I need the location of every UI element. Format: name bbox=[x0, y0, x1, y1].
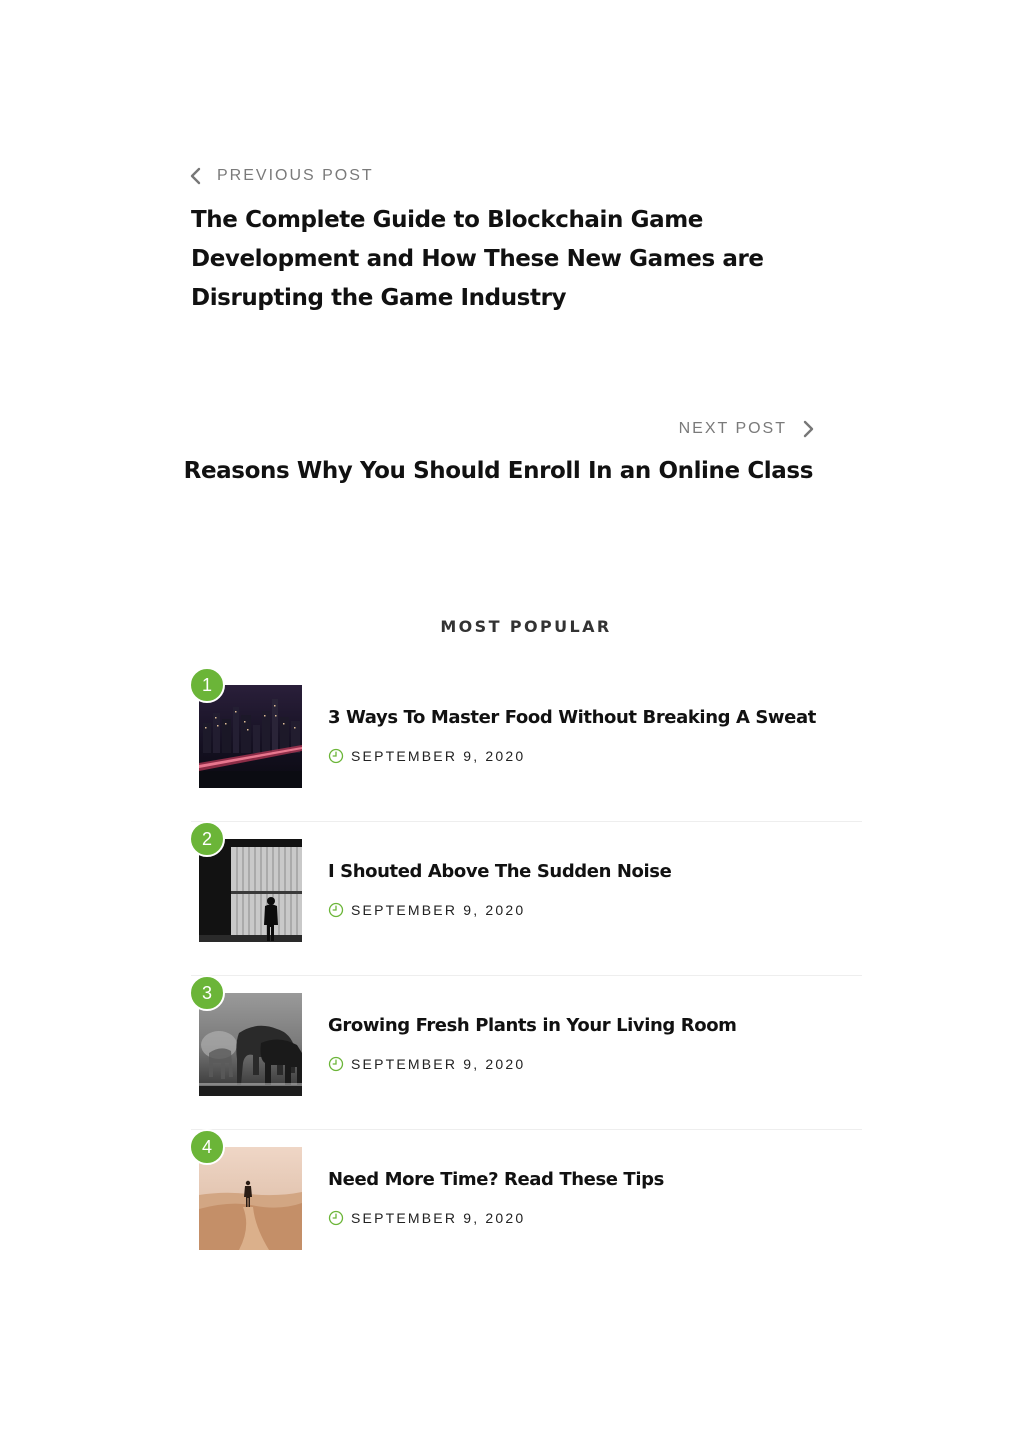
popular-item bbox=[191, 1130, 862, 1283]
previous-post-title[interactable]: The Complete Guide to Blockchain Game Development and How These New Games are Disrupting the Game Industry bbox=[191, 207, 764, 311]
popular-item-date: SEPTEMBER 9, 2020 bbox=[351, 902, 526, 918]
rank-badge: 4 bbox=[189, 1129, 225, 1165]
popular-item-title[interactable]: 3 Ways To Master Food Without Breaking A Sweat bbox=[328, 707, 816, 728]
popular-item-title[interactable]: I Shouted Above The Sudden Noise bbox=[328, 861, 672, 882]
popular-item-date: SEPTEMBER 9, 2020 bbox=[351, 1056, 526, 1072]
clock-icon bbox=[328, 902, 344, 918]
popular-item-body bbox=[328, 1166, 862, 1226]
next-post-title[interactable]: Reasons Why You Should Enroll In an Online Class bbox=[183, 458, 813, 484]
popular-item-title[interactable]: Growing Fresh Plants in Your Living Room bbox=[328, 1015, 737, 1036]
previous-post-label-row[interactable] bbox=[186, 163, 786, 189]
popular-item bbox=[191, 822, 862, 976]
next-post-label[interactable]: NEXT POST bbox=[678, 420, 787, 437]
next-post-label-row[interactable] bbox=[179, 416, 819, 442]
previous-post-nav[interactable] bbox=[186, 163, 786, 318]
most-popular-list bbox=[191, 668, 862, 1283]
popular-item bbox=[191, 668, 862, 822]
most-popular-heading: MOST POPULAR bbox=[440, 617, 612, 636]
popular-item-date: SEPTEMBER 9, 2020 bbox=[351, 1210, 526, 1226]
popular-item-title[interactable]: Need More Time? Read These Tips bbox=[328, 1169, 664, 1190]
popular-item-body bbox=[328, 858, 862, 918]
popular-item bbox=[191, 976, 862, 1130]
clock-icon bbox=[328, 1056, 344, 1072]
rank-badge: 3 bbox=[189, 975, 225, 1011]
previous-post-label[interactable]: PREVIOUS POST bbox=[217, 167, 374, 184]
clock-icon bbox=[328, 1210, 344, 1226]
popular-item-meta bbox=[328, 1056, 862, 1072]
chevron-right-icon[interactable] bbox=[797, 418, 819, 440]
rank-badge: 1 bbox=[189, 667, 225, 703]
next-post-nav[interactable] bbox=[179, 416, 819, 491]
popular-item-body bbox=[328, 704, 862, 764]
rank-badge: 2 bbox=[189, 821, 225, 857]
popular-item-meta bbox=[328, 1210, 862, 1226]
popular-item-meta bbox=[328, 748, 862, 764]
clock-icon bbox=[328, 748, 344, 764]
popular-item-meta bbox=[328, 902, 862, 918]
popular-item-date: SEPTEMBER 9, 2020 bbox=[351, 748, 526, 764]
chevron-left-icon[interactable] bbox=[186, 165, 208, 187]
popular-item-body bbox=[328, 1012, 862, 1072]
